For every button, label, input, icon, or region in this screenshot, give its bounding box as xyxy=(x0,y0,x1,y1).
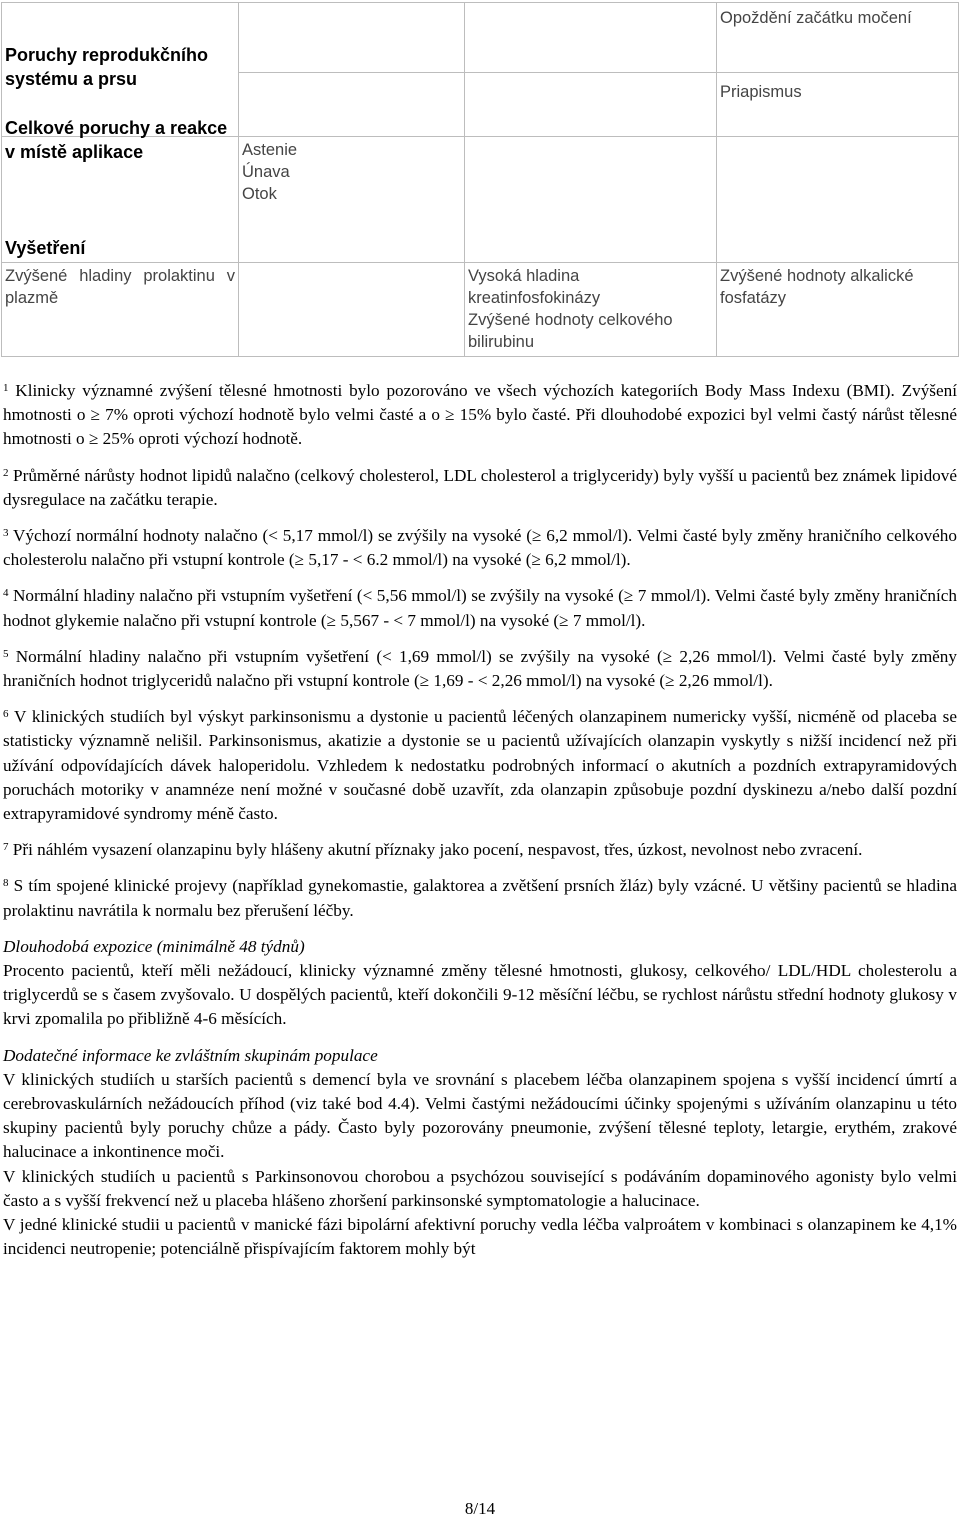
table-row xyxy=(2,3,959,73)
table-cell xyxy=(239,3,465,73)
table-category-cell: Celkové poruchy a reakce v místě aplikace xyxy=(2,137,239,167)
table-cell: Vysoká hladina kreatinfosfokinázy Zvýšené hodnoty celkového bilirubinu xyxy=(465,262,717,356)
section-long-term-exposure xyxy=(3,935,957,1032)
page-number: 8/14 xyxy=(464,1499,496,1518)
section-special-populations xyxy=(3,1044,957,1165)
table-row xyxy=(2,262,959,356)
table-category-cell: Poruchy reprodukčního systému a prsu xyxy=(2,3,239,137)
footnote-1: $^1$ Klinicky významné zvýšení tělesné hmotnosti bylo pozorováno ve všech výchozích kategoriích Body Mass Indexu (BMI). Zvýšení hmotnosti o ≥ 7% oproti výchozí hodnotě bylo velmi časté a o ≥ 15% bylo časté. Při dlouhodobé expozici byl velmi častý nárůst tělesné hmotnosti o ≥ 25% oproti výchozí hodnotě. xyxy=(3,381,957,449)
footnote-6: $^6$ V klinických studiích byl výskyt parkinsonismu a dystonie u pacientů léčených olanzapinem numericky vyšší, nicméně od placeba se statisticky významně nelišil. Parkinsonismus, akatizie a dystonie se u pacientů užívajících olanzapin vyskytly s nižší incidencí než při užívání odpovídajících dávek haloperidolu. Vzhledem k nedostatku podrobných informací o akutních a pozdních extrapyramidových poruchách motoriky v anamnéze není možné v současné době uzavřít, zda olanzapin způsobuje pozdní dyskinezu a/nebo další pozdní extrapyramidové syndromy méně často. xyxy=(3,707,957,824)
table-cell: Opoždění začátku močení xyxy=(717,3,959,73)
table-category-cell: Vyšetření xyxy=(2,166,239,262)
section-paragraph: V jedné klinické studii u pacientů v manické fázi bipolární afektivní poruchy vedla léčba valproátem v kombinaci s olanzapinem ke 4,1% incidenci neutropenie; potenciálně přispívajícím faktorem mohly být xyxy=(3,1215,957,1259)
table-cell xyxy=(717,137,959,263)
table-cell xyxy=(239,262,465,356)
table-cell: Zvýšené hodnoty alkalické fosfatázy xyxy=(717,262,959,356)
table-cell xyxy=(465,137,717,263)
section-paragraph: V klinických studiích u pacientů s Parkinsonovou chorobou a psychózou související s podáváním dopaminového agonisty bylo velmi často a s vyšší frekvencí než u placeba hlášeno zhoršení parkinsonské symptomatologie a halucinace. xyxy=(3,1166,957,1210)
table-row xyxy=(2,137,959,167)
table-cell xyxy=(239,73,465,137)
section-paragraph: V klinických studiích u starších pacientů s demencí byla ve srovnání s placebem léčba olanzapinem spojena s vyšší incidencí úmrtí a cerebrovaskulárních nežádoucích příhod (viz také bod 4.4). Velmi častými nežádoucími účinky spojenými s užíváním olanzapinu u této skupiny pacientů byly poruchy chůze a pády. Často byly pozorovány pneumonie, zvýšení tělesné teploty, letargie, erythém, zrakové halucinace a inkontinence moči. xyxy=(3,1069,957,1162)
footnote-5: $^5$ Normální hladiny nalačno při vstupním vyšetření (< 1,69 mmol/l) se zvýšily na vysoké (≥ 2,26 mmol/l). Velmi časté byly změny hraničních hodnot triglyceridů nalačno při vstupní kontrole (≥ 1,69 - < 2,26 mmol/l) na vysoké (≥ 2,26 mmol/l). xyxy=(3,646,957,691)
section-body: Procento pacientů, kteří měli nežádoucí, klinicky významné změny tělesné hmotnosti, glukosy, celkového/ LDL/HDL cholesterolu a triglycerdů se s časem zvyšovalo. U dospělých pacientů, kteří dokončili 9-12 měsíční léčbu, se rychlost nárůstu střední hodnoty glukosy v krvi zpomalila po přibližně 4-6 měsících. xyxy=(3,961,957,1029)
footnote-7: $^7$ Při náhlém vysazení olanzapinu byly hlášeny akutní příznaky jako pocení, nespavost, třes, úzkost, nevolnost nebo zvracení. xyxy=(3,840,863,860)
footnote-4: $^4$ Normální hladiny nalačno při vstupním vyšetření (< 5,56 mmol/l) se zvýšily na vysoké (≥ 7 mmol/l). Velmi časté byly změny hraničních hodnot glykemie nalačno při vstupní kontrole (≥ 5,567 - < 7 mmol/l) na vysoké (≥ 7 mmol/l). xyxy=(3,586,957,630)
footnote-2: $^2$ Průměrné nárůsty hodnot lipidů nalačno (celkový cholesterol, LDL cholesterol a triglyceridy) byly vyšší u pacientů bez známek lipidové dysregulace na začátku terapie. xyxy=(3,465,957,509)
section-title: Dlouhodobá expozice (minimálně 48 týdnů) xyxy=(3,936,305,956)
table-cell: Priapismus xyxy=(717,73,959,137)
adverse-effects-table xyxy=(1,2,959,357)
footnote-8: $^8$ S tím spojené klinické projevy (například gynekomastie, galaktorea a zvětšení prsních žláz) byly vzácné. U většiny pacientů se hladina prolaktinu navrátila k normalu bez přerušení léčby. xyxy=(3,876,957,920)
table-cell xyxy=(465,3,717,73)
table-cell: Zvýšené hladiny prolaktinu v plazmě xyxy=(2,262,239,356)
footnotes xyxy=(3,379,957,1262)
footnote-3: $^3$ Výchozí normální hodnoty nalačno (< 5,17 mmol/l) se zvýšily na vysoké (≥ 6,2 mmol/l). Velmi časté byly změny hraničního celkového cholesterolu nalačno při vstupní kontrole (≥ 5,17 - < 6.2 mmol/l) na vysoké (≥ 6,2 mmol/l). xyxy=(3,526,957,570)
table-cell: Astenie Únava Otok xyxy=(239,137,465,263)
section-title: Dodatečné informace ke zvláštním skupinám populace xyxy=(3,1045,378,1065)
table-cell xyxy=(465,73,717,137)
